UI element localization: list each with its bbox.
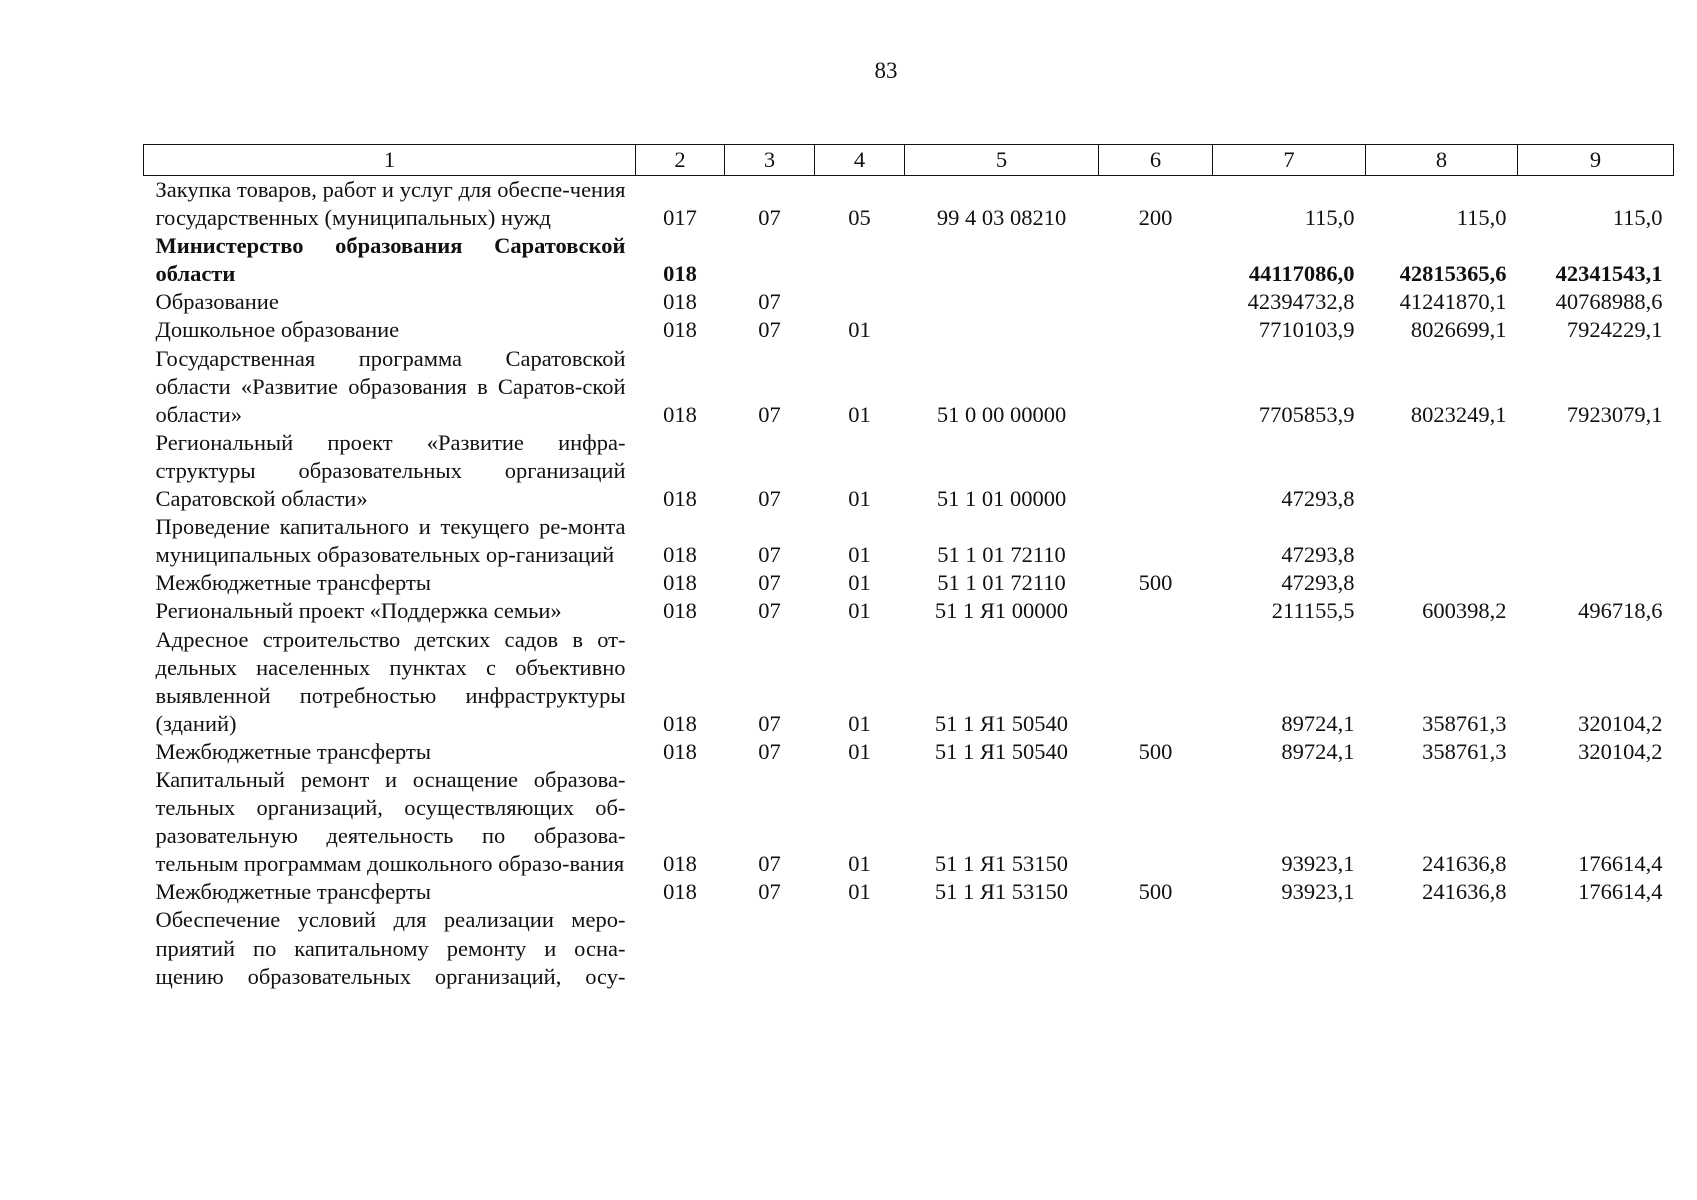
cell-amount-7: 42394732,8 xyxy=(1247,289,1355,315)
cell-code-5 xyxy=(905,288,1099,316)
cell-code-3: 07 xyxy=(758,542,781,568)
cell-code-3: 07 xyxy=(758,710,781,736)
cell-code-6: 200 xyxy=(1138,205,1173,231)
cell-code-5: 51 1 Я1 50540 xyxy=(934,710,1069,736)
cell-amount-7: 93923,1 xyxy=(1281,879,1355,905)
row-name: Региональный проект «Развитие инфра-структуры образовательных организаций Саратовской области» xyxy=(155,429,626,512)
cell-code-2: 018 xyxy=(663,289,697,315)
table-row xyxy=(144,513,1674,569)
cell-code-4: 05 xyxy=(848,205,871,231)
cell-amount-8: 8023249,1 xyxy=(1410,401,1507,427)
cell-amount-8 xyxy=(1366,429,1518,513)
cell-code-5: 51 1 Я1 50540 xyxy=(934,738,1069,764)
column-header: 4 xyxy=(815,145,905,176)
row-name: Межбюджетные трансферты xyxy=(155,570,431,596)
cell-amount-9: 176614,4 xyxy=(1578,879,1663,905)
cell-amount-8 xyxy=(1366,513,1518,569)
table-row xyxy=(144,316,1674,344)
cell-code-6: 500 xyxy=(1138,879,1173,905)
cell-amount-9 xyxy=(1518,513,1674,569)
cell-code-3: 07 xyxy=(758,317,781,343)
cell-code-4: 01 xyxy=(848,738,871,764)
cell-code-5: 51 1 Я1 00000 xyxy=(934,598,1069,624)
cell-code-4: 01 xyxy=(848,486,871,512)
cell-code-6 xyxy=(1099,232,1213,288)
column-header: 1 xyxy=(144,145,636,176)
cell-amount-8: 115,0 xyxy=(1456,205,1507,231)
row-name: Закупка товаров, работ и услуг для обеспе-чения государственных (муниципальных) нужд xyxy=(155,177,626,231)
cell-amount-8: 241636,8 xyxy=(1422,879,1507,905)
column-header: 8 xyxy=(1366,145,1518,176)
cell-code-5: 51 1 Я1 53150 xyxy=(934,851,1069,877)
cell-code-3: 07 xyxy=(758,738,781,764)
table-row xyxy=(144,626,1674,738)
cell-code-5: 51 1 01 00000 xyxy=(936,486,1067,512)
cell-code-4: 01 xyxy=(848,598,871,624)
cell-code-4: 01 xyxy=(848,851,871,877)
cell-amount-9: 320104,2 xyxy=(1578,710,1663,736)
cell-amount-7 xyxy=(1213,906,1366,990)
row-name: Межбюджетные трансферты xyxy=(155,738,431,764)
row-name: Государственная программа Саратовской области «Развитие образования в Саратов-ской области» xyxy=(155,345,626,427)
cell-code-6: 500 xyxy=(1138,570,1173,596)
table-row xyxy=(144,232,1674,288)
cell-code-2: 018 xyxy=(663,851,697,877)
table-row xyxy=(144,176,1674,233)
cell-code-4 xyxy=(815,288,905,316)
cell-code-5 xyxy=(905,316,1099,344)
cell-amount-9 xyxy=(1518,429,1674,513)
cell-amount-7: 89724,1 xyxy=(1281,738,1355,764)
table-row xyxy=(144,738,1674,766)
cell-code-3: 07 xyxy=(758,570,781,596)
cell-code-6 xyxy=(1099,345,1213,429)
cell-amount-8: 241636,8 xyxy=(1422,851,1507,877)
cell-amount-8 xyxy=(1366,569,1518,597)
cell-code-3: 07 xyxy=(758,851,781,877)
cell-amount-7: 44117086,0 xyxy=(1248,261,1355,287)
row-name: Министерство образования Саратовской области xyxy=(155,233,626,287)
cell-code-5: 51 1 Я1 53150 xyxy=(934,879,1069,905)
cell-code-5 xyxy=(905,232,1099,288)
cell-amount-8: 358761,3 xyxy=(1422,710,1507,736)
cell-code-4: 01 xyxy=(848,710,871,736)
table-row xyxy=(144,288,1674,316)
column-header: 3 xyxy=(725,145,815,176)
table-body xyxy=(144,176,1674,991)
cell-amount-8: 358761,3 xyxy=(1422,738,1507,764)
cell-code-6 xyxy=(1099,429,1213,513)
cell-amount-7: 115,0 xyxy=(1304,205,1355,231)
header-row xyxy=(144,145,1674,176)
cell-amount-9: 115,0 xyxy=(1612,205,1663,231)
cell-code-4: 01 xyxy=(848,317,871,343)
cell-amount-8: 41241870,1 xyxy=(1399,289,1507,315)
table-row xyxy=(144,906,1674,990)
row-name: Проведение капитального и текущего ре-монта муниципальных образовательных ор-ганизаций xyxy=(155,514,626,568)
cell-amount-7: 93923,1 xyxy=(1281,851,1355,877)
cell-code-4: 01 xyxy=(848,570,871,596)
row-name: Межбюджетные трансферты xyxy=(155,879,431,905)
table-row xyxy=(144,878,1674,906)
cell-code-3: 07 xyxy=(758,598,781,624)
cell-code-3: 07 xyxy=(758,486,781,512)
cell-amount-8: 8026699,1 xyxy=(1410,317,1507,343)
cell-amount-7: 47293,8 xyxy=(1281,542,1355,568)
cell-amount-7: 7710103,9 xyxy=(1258,317,1355,343)
cell-code-2: 018 xyxy=(663,598,697,624)
cell-code-6 xyxy=(1099,513,1213,569)
cell-code-2: 018 xyxy=(663,261,697,287)
cell-amount-9: 42341543,1 xyxy=(1555,261,1663,287)
cell-code-6: 500 xyxy=(1138,738,1173,764)
cell-amount-7: 7705853,9 xyxy=(1258,401,1355,427)
table-row xyxy=(144,766,1674,878)
cell-code-2: 018 xyxy=(663,317,697,343)
cell-code-3: 07 xyxy=(758,205,781,231)
column-header: 9 xyxy=(1518,145,1674,176)
cell-amount-9: 40768988,6 xyxy=(1555,289,1663,315)
cell-amount-9: 7924229,1 xyxy=(1566,317,1663,343)
row-name: Дошкольное образование xyxy=(155,317,400,343)
row-name: Образование xyxy=(155,289,279,315)
cell-code-4 xyxy=(815,232,905,288)
cell-amount-9: 176614,4 xyxy=(1578,851,1663,877)
table-row xyxy=(144,597,1674,625)
budget-table xyxy=(143,144,1674,991)
cell-code-2: 018 xyxy=(663,879,697,905)
row-name: Региональный проект «Поддержка семьи» xyxy=(155,598,562,624)
cell-code-6 xyxy=(1099,288,1213,316)
cell-amount-9 xyxy=(1518,569,1674,597)
cell-amount-8 xyxy=(1366,906,1518,990)
cell-amount-8: 42815365,6 xyxy=(1399,261,1507,287)
cell-code-5 xyxy=(905,906,1099,990)
cell-code-2: 018 xyxy=(663,401,697,427)
table-row xyxy=(144,569,1674,597)
cell-code-6 xyxy=(1099,626,1213,738)
cell-code-6 xyxy=(1099,597,1213,625)
cell-amount-7: 47293,8 xyxy=(1281,570,1355,596)
column-header: 2 xyxy=(636,145,725,176)
cell-code-4 xyxy=(815,906,905,990)
cell-code-2: 018 xyxy=(663,570,697,596)
cell-code-5: 51 1 01 72110 xyxy=(937,570,1066,596)
cell-code-3 xyxy=(725,232,815,288)
cell-code-4: 01 xyxy=(848,879,871,905)
cell-code-2 xyxy=(636,906,725,990)
cell-amount-7: 47293,8 xyxy=(1281,486,1355,512)
row-name: Обеспечение условий для реализации меро-приятий по капитальному ремонту и осна-щению образовательных организаций, осу- xyxy=(155,907,626,989)
cell-code-3 xyxy=(725,906,815,990)
cell-code-6 xyxy=(1099,766,1213,878)
row-name: Адресное строительство детских садов в от-дельных населенных пунктах с объективно выявленной потребностью инфраструктуры (зданий) xyxy=(155,626,626,736)
table-row xyxy=(144,429,1674,513)
cell-amount-8: 600398,2 xyxy=(1422,598,1507,624)
cell-code-2: 017 xyxy=(663,205,697,231)
cell-code-3: 07 xyxy=(758,289,781,315)
cell-code-2: 018 xyxy=(663,710,697,736)
cell-code-5: 51 1 01 72110 xyxy=(937,542,1066,568)
column-header: 7 xyxy=(1213,145,1366,176)
cell-code-2: 018 xyxy=(663,486,697,512)
cell-code-4: 01 xyxy=(848,401,871,427)
row-name: Капитальный ремонт и оснащение образова-тельных организаций, осуществляющих об-разовательную деятельность по образова-тельным программам дошкольного образо-вания xyxy=(155,766,626,877)
cell-code-3: 07 xyxy=(758,401,781,427)
cell-amount-9 xyxy=(1518,906,1674,990)
cell-code-5: 99 4 03 08210 xyxy=(936,205,1067,231)
cell-code-6 xyxy=(1099,316,1213,344)
table-row xyxy=(144,345,1674,429)
cell-amount-9: 7923079,1 xyxy=(1566,401,1663,427)
cell-code-3: 07 xyxy=(758,879,781,905)
cell-code-4: 01 xyxy=(848,542,871,568)
cell-code-5: 51 0 00 00000 xyxy=(936,401,1067,427)
cell-code-2: 018 xyxy=(663,542,697,568)
column-header: 6 xyxy=(1099,145,1213,176)
cell-amount-9: 320104,2 xyxy=(1578,738,1663,764)
cell-amount-9: 496718,6 xyxy=(1578,598,1663,624)
cell-code-6 xyxy=(1099,906,1213,990)
page-number: 83 xyxy=(874,58,898,83)
cell-code-2: 018 xyxy=(663,738,697,764)
cell-amount-7: 89724,1 xyxy=(1281,710,1355,736)
column-header: 5 xyxy=(905,145,1099,176)
cell-amount-7: 211155,5 xyxy=(1271,598,1355,624)
